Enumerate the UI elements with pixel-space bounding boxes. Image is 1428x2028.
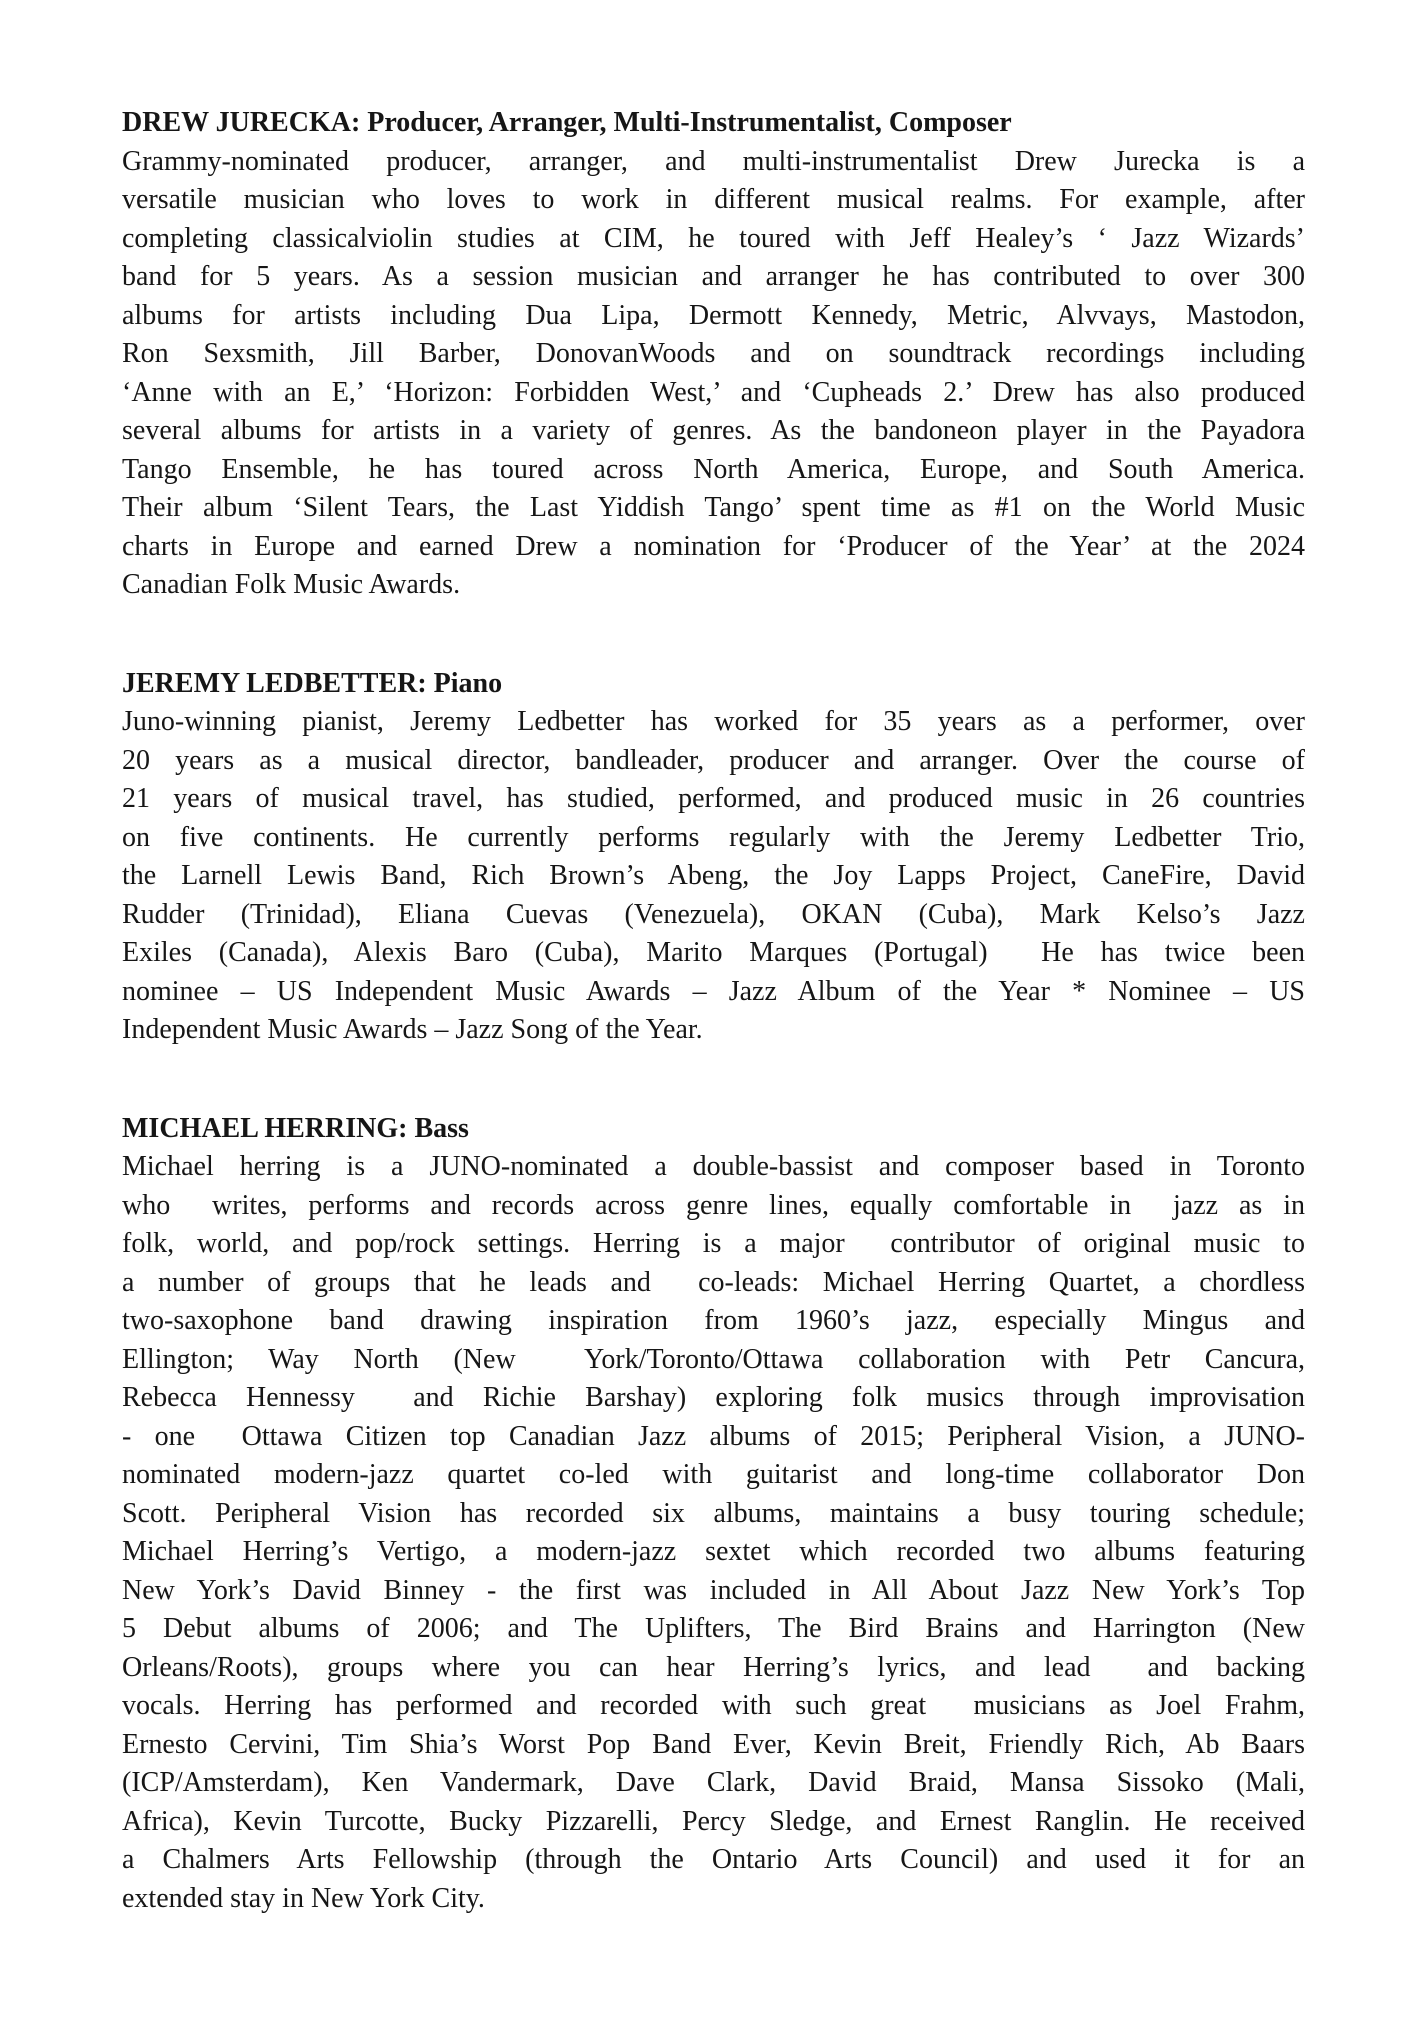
text-line: Juno-winning pianist, Jeremy Ledbetter has worked for 35 years as a performer, over [122, 706, 1305, 737]
bio-body-michael-herring [122, 1148, 1305, 1918]
text-line: Ellington; Way North (New York/Toronto/Ottawa collaboration with Petr Cancura, [122, 1343, 1305, 1375]
text-line: Rudder (Trinidad), Eliana Cuevas (Venezuela), OKAN (Cuba), Mark Kelso’s Jazz [122, 898, 1305, 930]
text-line: folk, world, and pop/rock settings. Herring is a major contributor of original music to [122, 1228, 1305, 1259]
text-line: two-saxophone band drawing inspiration from 1960’s jazz, especially Mingus and [122, 1305, 1305, 1336]
text-line: completing classicalviolin studies at CIM, he toured with Jeff Healey’s ‘ Jazz Wizards’ [122, 222, 1305, 254]
bio-heading-drew-jurecka: DREW JURECKA: Producer, Arranger, Multi-Instrumentalist, Composer [122, 107, 1012, 138]
text-line: 5 Debut albums of 2006; and The Uplifters, The Bird Brains and Harrington (New [122, 1613, 1305, 1644]
text-line: (ICP/Amsterdam), Ken Vandermark, Dave Clark, David Braid, Mansa Sissoko (Mali, [122, 1767, 1305, 1798]
text-line: Their album ‘Silent Tears, the Last Yiddish Tango’ spent time as #1 on the World Music [122, 492, 1305, 523]
text-line: Ernesto Cervini, Tim Shia’s Worst Pop Band Ever, Kevin Breit, Friendly Rich, Ab Baars [122, 1728, 1305, 1760]
text-line: Ron Sexsmith, Jill Barber, DonovanWoods and on soundtrack recordings including [122, 338, 1305, 369]
bio-heading-jeremy-ledbetter: JEREMY LEDBETTER: Piano [122, 667, 503, 699]
text-line: - one Ottawa Citizen top Canadian Jazz albums of 2015; Peripheral Vision, a JUNO- [122, 1420, 1305, 1452]
text-line: the Larnell Lewis Band, Rich Brown’s Abeng, the Joy Lapps Project, CaneFire, David [122, 860, 1305, 891]
text-line: Independent Music Awards – Jazz Song of the Year. [122, 1014, 703, 1045]
text-line: several albums for artists in a variety of genres. As the bandoneon player in the Payadora [122, 415, 1305, 446]
text-line: Tango Ensemble, he has toured across North America, Europe, and South America. [122, 453, 1305, 485]
text-line: Exiles (Canada), Alexis Baro (Cuba), Marito Marques (Portugal) He has twice been [122, 937, 1305, 968]
text-line: band for 5 years. As a session musician and arranger he has contributed to over 300 [122, 261, 1305, 292]
text-line: Africa), Kevin Turcotte, Bucky Pizzarelli, Percy Sledge, and Ernest Ranglin. He received [122, 1805, 1305, 1837]
bio-section-drew-jurecka [122, 104, 1305, 605]
text-line: ‘Anne with an E,’ ‘Horizon: Forbidden West,’ and ‘Cupheads 2.’ Drew has also produced [122, 376, 1305, 408]
text-line: Grammy-nominated producer, arranger, and multi-instrumentalist Drew Jurecka is a [122, 145, 1305, 177]
text-line: a Chalmers Arts Fellowship (through the Ontario Arts Council) and used it for an [122, 1844, 1305, 1875]
text-line: who writes, performs and records across genre lines, equally comfortable in jazz as in [122, 1189, 1305, 1221]
bio-section-jeremy-ledbetter [122, 665, 1305, 1050]
text-line: Rebecca Hennessy and Richie Barshay) exploring folk musics through improvisation [122, 1382, 1305, 1413]
text-line: 20 years as a musical director, bandleader, producer and arranger. Over the course of [122, 744, 1305, 776]
text-line: Canadian Folk Music Awards. [122, 569, 461, 600]
text-line: vocals. Herring has performed and recorded with such great musicians as Joel Frahm, [122, 1690, 1305, 1721]
bio-body-jeremy-ledbetter [122, 703, 1305, 1050]
text-line: charts in Europe and earned Drew a nomination for ‘Producer of the Year’ at the 2024 [122, 530, 1305, 562]
bio-body-drew-jurecka [122, 143, 1305, 605]
text-line: nominated modern-jazz quartet co-led with guitarist and long-time collaborator Don [122, 1459, 1305, 1490]
text-line: Michael herring is a JUNO-nominated a double-bassist and composer based in Toronto [122, 1151, 1305, 1182]
text-line: nominee – US Independent Music Awards – Jazz Album of the Year * Nominee – US [122, 975, 1305, 1007]
text-line: a number of groups that he leads and co-leads: Michael Herring Quartet, a chordless [122, 1266, 1305, 1298]
text-line: extended stay in New York City. [122, 1882, 485, 1914]
bio-heading-michael-herring: MICHAEL HERRING: Bass [122, 1112, 469, 1144]
text-line: versatile musician who loves to work in different musical realms. For example, after [122, 184, 1305, 215]
text-line: Scott. Peripheral Vision has recorded six albums, maintains a busy touring schedule; [122, 1497, 1305, 1529]
text-line: New York’s David Binney - the first was included in All About Jazz New York’s Top [122, 1574, 1305, 1606]
text-line: 21 years of musical travel, has studied, performed, and produced music in 26 countries [122, 783, 1305, 814]
text-line: on five continents. He currently performs regularly with the Jeremy Ledbetter Trio, [122, 821, 1305, 853]
text-line: Orleans/Roots), groups where you can hear Herring’s lyrics, and lead and backing [122, 1651, 1305, 1683]
bio-section-michael-herring [122, 1110, 1305, 1919]
text-line: Michael Herring’s Vertigo, a modern-jazz sextet which recorded two albums featuring [122, 1536, 1305, 1567]
text-line: albums for artists including Dua Lipa, Dermott Kennedy, Metric, Alvvays, Mastodon, [122, 299, 1305, 331]
